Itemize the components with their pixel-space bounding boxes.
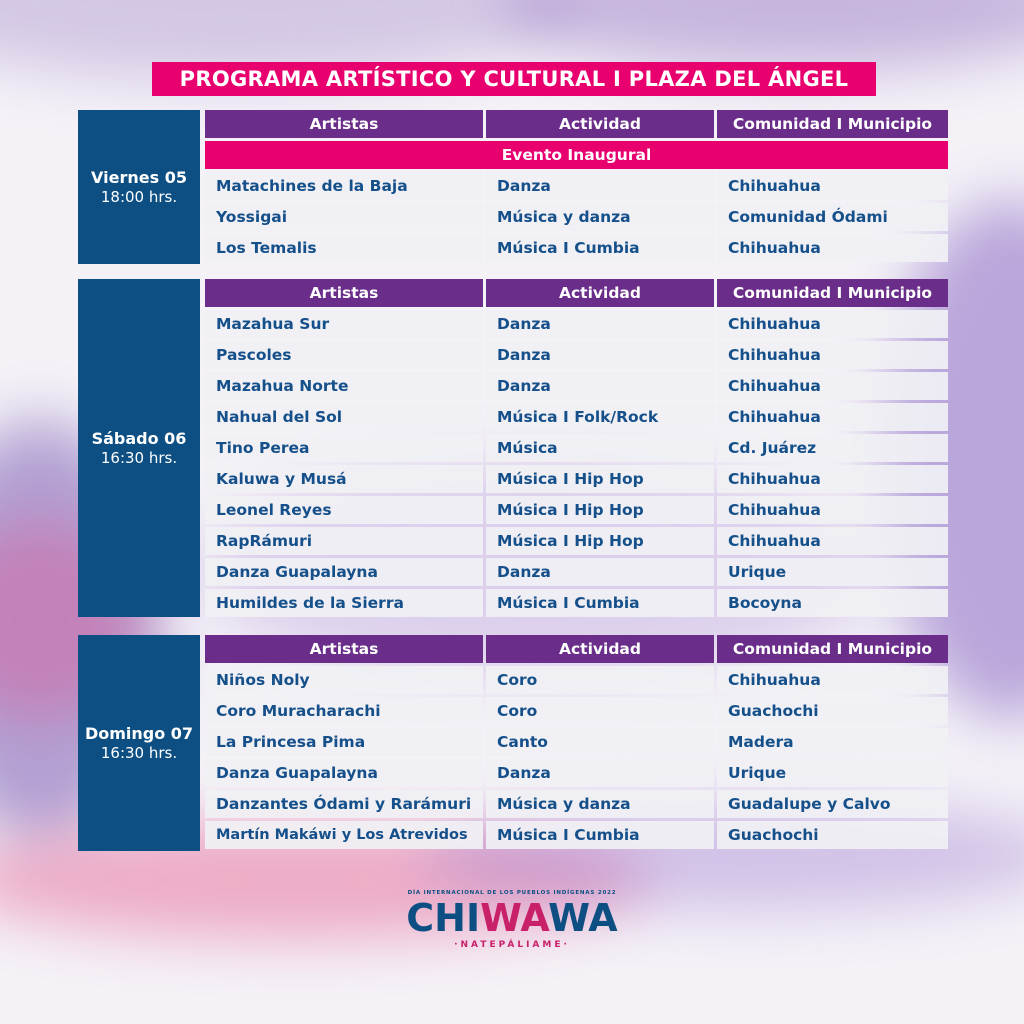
community-cell: Chihuahua bbox=[717, 172, 948, 200]
table-row bbox=[205, 203, 948, 231]
community-cell: Urique bbox=[717, 759, 948, 787]
day-time: 16:30 hrs. bbox=[100, 449, 178, 467]
community-cell: Madera bbox=[717, 728, 948, 756]
table-header bbox=[205, 635, 948, 663]
artist-cell: Kaluwa y Musá bbox=[205, 465, 483, 493]
header-artistas: Artistas bbox=[205, 110, 483, 138]
day-saturday bbox=[78, 279, 200, 617]
community-cell: Cd. Juárez bbox=[717, 434, 948, 462]
banner-label: Evento Inaugural bbox=[205, 141, 948, 169]
community-cell: Chihuahua bbox=[717, 372, 948, 400]
day-name: Domingo 07 bbox=[84, 724, 194, 743]
table-row bbox=[205, 434, 948, 462]
table-row bbox=[205, 372, 948, 400]
day-name: Viernes 05 bbox=[91, 168, 187, 187]
activity-cell: Canto bbox=[486, 728, 714, 756]
header-comunidad: Comunidad I Municipio bbox=[717, 279, 948, 307]
table-row bbox=[205, 310, 948, 338]
artist-cell: Yossigai bbox=[205, 203, 483, 231]
artist-cell: Danza Guapalayna bbox=[205, 558, 483, 586]
table-row bbox=[205, 666, 948, 694]
table-row bbox=[205, 821, 948, 849]
community-cell: Chihuahua bbox=[717, 403, 948, 431]
artist-cell: Nahual del Sol bbox=[205, 403, 483, 431]
activity-cell: Danza bbox=[486, 558, 714, 586]
activity-cell: Coro bbox=[486, 697, 714, 725]
community-cell: Guachochi bbox=[717, 821, 948, 849]
artist-cell: Danzantes Ódami y Rarámuri bbox=[205, 790, 483, 818]
community-cell: Chihuahua bbox=[717, 234, 948, 262]
community-cell: Urique bbox=[717, 558, 948, 586]
activity-cell: Danza bbox=[486, 372, 714, 400]
activity-cell: Coro bbox=[486, 666, 714, 694]
activity-cell: Música y danza bbox=[486, 203, 714, 231]
schedule-table-friday bbox=[205, 110, 948, 265]
artist-cell: Martín Makáwi y Los Atrevidos bbox=[205, 821, 483, 849]
activity-cell: Música I Folk/Rock bbox=[486, 403, 714, 431]
day-time: 18:00 hrs. bbox=[100, 188, 178, 206]
activity-cell: Danza bbox=[486, 341, 714, 369]
logo-subtitle: DÍA INTERNACIONAL DE LOS PUEBLOS INDÍGENAS 2022 bbox=[407, 890, 617, 896]
artist-cell: Mazahua Sur bbox=[205, 310, 483, 338]
community-cell: Chihuahua bbox=[717, 527, 948, 555]
community-cell: Chihuahua bbox=[717, 496, 948, 524]
community-cell: Bocoyna bbox=[717, 589, 948, 617]
day-time: 16:30 hrs. bbox=[100, 744, 178, 762]
table-header bbox=[205, 279, 948, 307]
header-actividad: Actividad bbox=[486, 279, 714, 307]
table-row bbox=[205, 403, 948, 431]
schedule-table-saturday bbox=[205, 279, 948, 620]
logo-wordmark bbox=[380, 898, 644, 938]
artist-cell: Mazahua Norte bbox=[205, 372, 483, 400]
table-row bbox=[205, 790, 948, 818]
table-row bbox=[205, 558, 948, 586]
logo-part-wa-2: WA bbox=[548, 896, 618, 940]
artist-cell: Matachines de la Baja bbox=[205, 172, 483, 200]
table-row bbox=[205, 465, 948, 493]
table-row bbox=[205, 341, 948, 369]
community-cell: Guachochi bbox=[717, 697, 948, 725]
community-cell: Comunidad Ódami bbox=[717, 203, 948, 231]
table-row bbox=[205, 697, 948, 725]
community-cell: Chihuahua bbox=[717, 310, 948, 338]
activity-cell: Danza bbox=[486, 759, 714, 787]
activity-cell: Música I Hip Hop bbox=[486, 465, 714, 493]
activity-cell: Música I Cumbia bbox=[486, 234, 714, 262]
header-comunidad: Comunidad I Municipio bbox=[717, 110, 948, 138]
table-row bbox=[205, 496, 948, 524]
day-sunday bbox=[78, 635, 200, 851]
artist-cell: Danza Guapalayna bbox=[205, 759, 483, 787]
activity-cell: Música I Cumbia bbox=[486, 589, 714, 617]
header-comunidad: Comunidad I Municipio bbox=[717, 635, 948, 663]
day-name: Sábado 06 bbox=[91, 429, 187, 448]
table-row bbox=[205, 589, 948, 617]
artist-cell: Niños Noly bbox=[205, 666, 483, 694]
artist-cell: Humildes de la Sierra bbox=[205, 589, 483, 617]
activity-cell: Música I Cumbia bbox=[486, 821, 714, 849]
artist-cell: La Princesa Pima bbox=[205, 728, 483, 756]
artist-cell: Pascoles bbox=[205, 341, 483, 369]
activity-cell: Música I Hip Hop bbox=[486, 496, 714, 524]
logo-part-chi: CHI bbox=[406, 896, 481, 940]
logo-tagline: ·NATEPÁLIAME· bbox=[454, 940, 570, 950]
activity-cell: Música bbox=[486, 434, 714, 462]
program-title: PROGRAMA ARTÍSTICO Y CULTURAL I PLAZA DEL ÁNGEL bbox=[152, 62, 876, 96]
logo-part-wa: WA bbox=[480, 896, 549, 940]
header-artistas: Artistas bbox=[205, 279, 483, 307]
activity-cell: Música y danza bbox=[486, 790, 714, 818]
opening-event-banner bbox=[205, 141, 948, 169]
activity-cell: Música I Hip Hop bbox=[486, 527, 714, 555]
artist-cell: RapRámuri bbox=[205, 527, 483, 555]
table-row bbox=[205, 527, 948, 555]
table-header bbox=[205, 110, 948, 138]
community-cell: Chihuahua bbox=[717, 465, 948, 493]
artist-cell: Leonel Reyes bbox=[205, 496, 483, 524]
activity-cell: Danza bbox=[486, 172, 714, 200]
table-row bbox=[205, 234, 948, 262]
table-row bbox=[205, 759, 948, 787]
community-cell: Chihuahua bbox=[717, 666, 948, 694]
activity-cell: Danza bbox=[486, 310, 714, 338]
table-row bbox=[205, 728, 948, 756]
header-actividad: Actividad bbox=[486, 635, 714, 663]
artist-cell: Coro Muracharachi bbox=[205, 697, 483, 725]
artist-cell: Los Temalis bbox=[205, 234, 483, 262]
header-artistas: Artistas bbox=[205, 635, 483, 663]
community-cell: Chihuahua bbox=[717, 341, 948, 369]
day-friday bbox=[78, 110, 200, 264]
artist-cell: Tino Perea bbox=[205, 434, 483, 462]
chiwawa-logo bbox=[380, 890, 644, 950]
table-row bbox=[205, 172, 948, 200]
community-cell: Guadalupe y Calvo bbox=[717, 790, 948, 818]
schedule-table-sunday bbox=[205, 635, 948, 852]
header-actividad: Actividad bbox=[486, 110, 714, 138]
